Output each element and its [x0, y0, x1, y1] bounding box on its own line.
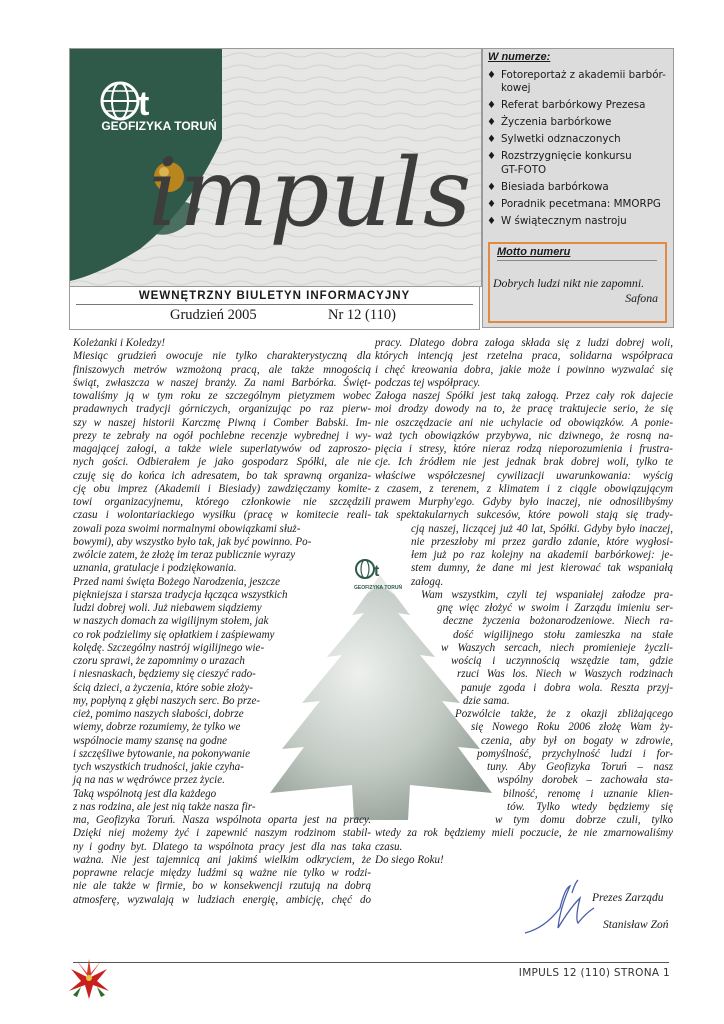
- logo-text: GEOFIZYKA TORUŃ: [101, 119, 217, 133]
- tree-logo-text: GEOFIZYKA TORUŃ: [354, 585, 403, 591]
- article-line: Dzięki niej możemy żyć i zapewnić naszym rodzinom stabil-: [73, 827, 371, 840]
- article-line: Załoga naszej Spółki jest taką załogą. Przez cały rok dajecie: [375, 390, 673, 402]
- article-line: świąt, zwłaszcza w naszej branży. Za nami Barbórka. Święt-: [73, 376, 371, 389]
- article-line: rzuci Was los. Niech w Waszych rodzinach: [457, 668, 673, 681]
- article-line: pradawnych tradycji górniczych, organizując po raz pierw-: [73, 403, 371, 416]
- article-line: i chęć kreowania dobra, jakie może i powinno wyzwalać się: [375, 363, 673, 376]
- article-line: finiszowych metrów wzmożoną pracą, ale także mnogością: [73, 363, 371, 376]
- article-line: atmosferę, wyzwalają w ludziach energię, ambicję, chęć do: [73, 893, 371, 906]
- article-line: dość wigilijnego stołu zamieszka na stałe: [453, 628, 673, 641]
- article-line: wością i uczynnością wszędzie tam, gdzie: [451, 655, 673, 667]
- article-line: cją naszej, liczącej już 40 lat, Spółki. Gdyby było inaczej,: [411, 522, 673, 535]
- article-line: pięcia i stresy, które nieraz rodzą nieporozumienia i frustra-: [375, 443, 673, 455]
- contents-list: [486, 69, 668, 232]
- motto-box: [488, 242, 667, 323]
- svg-text:t: t: [138, 85, 150, 123]
- article-line: co rok podzielimy się opłatkiem i zaśpiewamy: [73, 628, 275, 641]
- footer-page-label: IMPULS 12 (110) STRONA 1: [518, 967, 670, 979]
- article-line: tuny. Aby Geofizyka Toruń – nasz: [487, 761, 673, 773]
- contents-item: ♦ Poradnik pecetmana: MMORPG: [486, 198, 668, 211]
- article-line: czenia, aby był on bogaty w zdrowie,: [481, 734, 673, 747]
- article-line: podczas tej współpracy.: [375, 376, 481, 389]
- contents-item: ♦ Rozstrzygnięcie konkursu GT-FOTO: [486, 150, 668, 176]
- article-line: ścią dzieci, a życzenia, które sobie złoży-: [73, 681, 253, 694]
- article-line: Koleżanki i Koledzy!: [73, 337, 166, 349]
- article-line: prawem Murphy'ego. Gdyby było inaczej, nie odnosilibyśmy: [375, 496, 673, 508]
- article-line: ma, Geofizyka Toruń. Nasza wspólnota oparta jest na pracy.: [73, 814, 371, 826]
- article-line: nych gości. Odbierałem je jako gospodarz Spółki, ale nie: [73, 456, 371, 469]
- article-line: piękniejsza i starsza tradycja łącząca wszystkich: [73, 588, 288, 601]
- globe-logo-icon: [98, 79, 188, 123]
- contents-item: ♦ Sylwetki odznaczonych: [486, 133, 668, 146]
- article-line: z nas rodzina, ale jest nią także nasza fir-: [73, 800, 256, 813]
- motto-author: Safona: [625, 291, 658, 305]
- article-line: waż tych obowiązków przybywa, nic dziwnego, że rosną na-: [375, 429, 673, 442]
- motto-quote: Dobrych ludzi nikt nie zapomni.: [493, 276, 645, 290]
- article-line: gnę więc złożyć w swoim i Zarządu imieniu ser-: [437, 602, 673, 614]
- signature-title: Prezes Zarządu: [592, 892, 664, 904]
- article-line: uznania, gratulacje i podziękowania.: [73, 562, 237, 575]
- masthead-title: impuls: [148, 139, 473, 248]
- article-line: pomyślność, przychylność ludzi i for-: [477, 747, 673, 760]
- contents-heading: W numerze:: [488, 51, 551, 63]
- article-line: Taką wspólnotą jest dla każdego: [73, 787, 217, 800]
- article-line: wspólny dorobek – zachowała sta-: [497, 774, 673, 787]
- article-line: poprawne relacje między ludźmi są ważne nie tylko w rodzi-: [73, 867, 371, 879]
- article-line: towaliśmy ją w tym roku ze szczególnym pietyzmem wobec: [73, 390, 371, 402]
- article-line: ny i godny byt. Dlatego ta wspólnota pracy jest dla nas taka: [73, 840, 371, 853]
- article-column-right: [375, 337, 673, 867]
- article-line: Miesiąc grudzień owocuje nie tylko charakterystyczną dla: [73, 350, 371, 363]
- article-line: właściwe współczesnej cywilizacji uwarunkowania: wyścig: [375, 469, 673, 482]
- article-line: bowymi), aby wszystko było tak, jak być powinno. Po-: [73, 535, 312, 548]
- signature-name: Stanisław Zoń: [603, 919, 669, 931]
- contents-item: ♦ Biesiada barbórkowa: [486, 181, 668, 194]
- contents-item: ♦ Referat barbórkowy Prezesa: [486, 99, 668, 112]
- article-line: ludzi dobrej woli. Już niebawem siądziemy: [73, 602, 262, 614]
- article-line: my, popłyną z głębi naszych serc. Bo prze-: [73, 694, 261, 707]
- article-line: tych wszystkich trudności, jakie czyha-: [73, 761, 244, 773]
- article-line: Pozwólcie także, że z okazji zbliżającego: [455, 708, 673, 720]
- article-line: kolędę. Szczególny nastrój wigilijnego wie-: [73, 641, 265, 654]
- article-line: ją na nas w wędrówce przez życie.: [73, 774, 225, 787]
- article-line: załogą.: [411, 575, 444, 588]
- contents-item: ♦ W świątecznym nastroju: [486, 215, 668, 228]
- masthead: [69, 48, 482, 287]
- article-line: czoru sprawi, że zapomnimy o urazach: [73, 655, 245, 667]
- article-line: czasu.: [375, 840, 403, 853]
- article-line: tów. Tylko wtedy będziemy się: [507, 800, 673, 813]
- article-line: tak spektakularnych sukcesów, które powoli stają się trady-: [375, 509, 673, 522]
- article-line: moi drodzy dowody na to, że pracę traktujecie serio, że się: [375, 403, 673, 416]
- article-line: panuje zgoda i dobra wola. Reszta przyj-: [461, 681, 673, 694]
- article-line: się Nowego Roku 2006 złożę Wam ży-: [471, 721, 673, 734]
- article-line: bilność, renomę i uznanie klien-: [503, 787, 673, 800]
- article-line: w tym domu dobrze czuli, tylko: [495, 814, 673, 826]
- article-line: dzie sama.: [463, 694, 510, 707]
- article-line: ważna. Nie jest tajemnicą ani jakimś wielkim odkryciem, że: [73, 853, 371, 866]
- article-line: Do siego Roku!: [375, 853, 444, 866]
- article-column-left: [73, 337, 371, 907]
- article-line: szy w naszej historii Karczmę Piwną i Comber Babski. Im-: [73, 416, 371, 429]
- article-line: i niesnaskach, będziemy się cieszyć rado-: [73, 668, 256, 681]
- article-line: nie oszczędzacie ani nie uchylacie od obowiązków. A ponie-: [375, 416, 673, 429]
- article-line: z czasem, z terenem, z klimatem i z ciągle obowiązującym: [375, 482, 673, 495]
- article-line: Przed nami święta Bożego Narodzenia, jeszcze: [73, 575, 281, 588]
- article-line: prezy te zebrały na ogół pochlebne recenzje wybrednej i wy-: [73, 429, 371, 442]
- handwritten-signature: [520, 878, 600, 938]
- subheader: [69, 286, 480, 330]
- article-line: magającej załogi, a także wiele superlatywów od zaproszo-: [73, 443, 371, 455]
- issue-date: Grudzień 2005: [170, 307, 257, 323]
- article-line: nie przeszłoby mi przez gardło zdanie, które wygłosi-: [411, 535, 673, 548]
- contents-sidebar: [482, 48, 674, 328]
- poinsettia-icon: [67, 957, 112, 1000]
- article-line: towi organizacyjnemu, którego członkowie nie szczędzili: [73, 496, 371, 508]
- article-line: wiemy, dobrze rozumiemy, że tylko we: [73, 721, 241, 734]
- article-line: nie ale także w firmie, bo w konsekwencji rzutują na dobrą: [73, 880, 371, 893]
- article-line: w naszych domach za wigilijnym stołem, jak: [73, 615, 269, 628]
- article-line: deczne życzenia bożonarodzeniowe. Niech ra-: [443, 615, 673, 628]
- contents-item: ♦ Życzenia barbórkowe: [486, 116, 668, 129]
- article-line: wspólnocie mamy szansę na godne: [73, 734, 228, 747]
- contents-item: ♦ Fotoreportaż z akademii barbór- kowej: [486, 69, 668, 95]
- article-line: wtedy za rok będziemy mieli poczucie, że nie zmarnowaliśmy: [375, 827, 673, 840]
- divider: [76, 304, 473, 305]
- article-line: cję obu imprez (Akademii i Biesiady) zawdzięczamy komite-: [73, 482, 371, 495]
- article-line: zwólcie zatem, że złożę im teraz publicznie wyrazy: [73, 549, 296, 561]
- svg-text:t: t: [374, 563, 380, 580]
- article-line: w Waszych sercach, niech promienieje życzli-: [441, 641, 673, 654]
- article-line: stem dumny, że dane mi jest kierować tak wspaniałą: [411, 562, 673, 575]
- footer-divider: [73, 962, 669, 963]
- bulletin-title: WEWNĘTRZNY BIULETYN INFORMACYJNY: [138, 290, 411, 302]
- article-line: cież, pomimo naszych słabości, dobrze: [73, 708, 244, 720]
- article-line: zowali poza swoimi normalnymi obowiązkami służ-: [73, 522, 301, 535]
- article-line: łem już po raz kolejny na akademii barbórkowej: je-: [411, 549, 673, 561]
- article-line: Wam wszystkim, czyli tej wspaniałej załodze pra-: [421, 588, 673, 601]
- article-line: czuję się do końca ich adresatem, bo tak sprawną organiza-: [73, 469, 371, 482]
- issue-number: Nr 12 (110): [328, 307, 396, 323]
- article-line: pracy. Dlatego dobra załoga składa się z ludzi dobrej woli,: [375, 337, 673, 349]
- motto-heading: Motto numeru: [497, 246, 657, 261]
- article-line: i szczęśliwe bytowanie, na pokonywanie: [73, 747, 251, 760]
- article-line: których intencją jest rzetelna praca, solidarna współpraca: [375, 350, 673, 363]
- article-line: cje. Ich źródłem nie jest jednak brak dobrej woli, tylko te: [375, 456, 673, 469]
- article-line: czasu i wolontariackiego wysiłku (pracę w komitecie reali-: [73, 509, 371, 522]
